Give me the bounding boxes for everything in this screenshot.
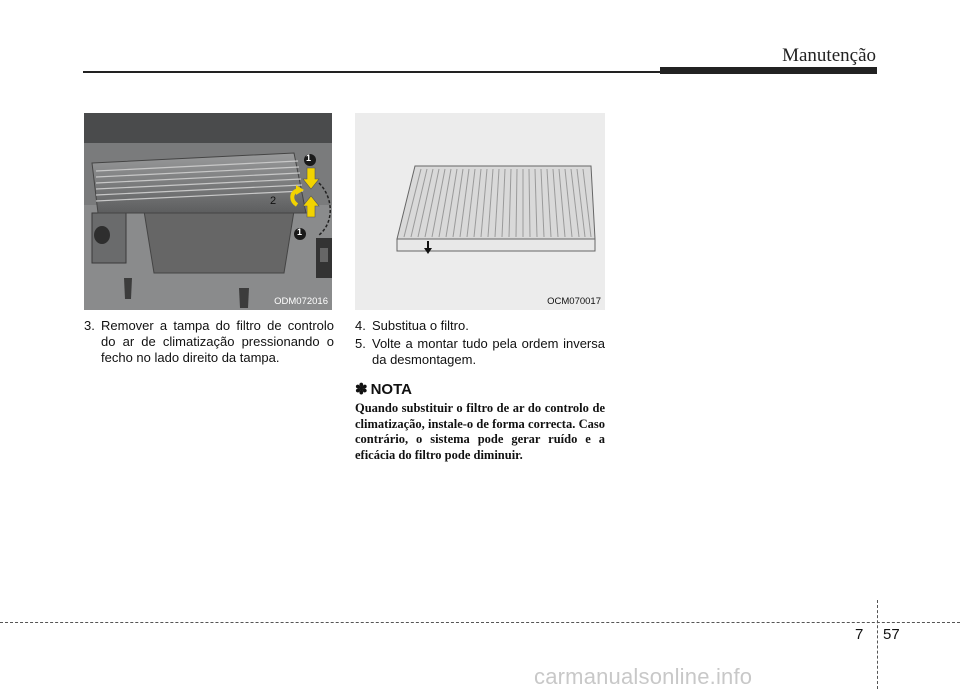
figure-code: ODM072016 (274, 296, 328, 307)
step-3 (84, 318, 334, 366)
footer-rule (0, 622, 960, 623)
step-text: Volte a montar tudo pela ordem inversa da desmontagem. (372, 336, 605, 367)
filter-cover-illustration (84, 113, 332, 310)
step-number: 4. (355, 318, 366, 333)
footer-divider (877, 600, 878, 689)
step-number: 3. (84, 318, 95, 333)
watermark: carmanualsonline.info (534, 664, 753, 689)
page-number: 57 (883, 626, 900, 643)
step-4 (355, 318, 605, 334)
callout-1-bottom: 1 (297, 227, 303, 237)
header-rule-thin (83, 71, 660, 73)
note-body: Quando substituir o filtro de ar do controlo de climatização, instale-o de forma correcta. Caso contrário, o sistema pode gerar ruído e a eficácia do filtro pode diminuir. (355, 401, 605, 462)
figure-code: OCM070017 (547, 296, 601, 307)
note-symbol-icon: ✽ (355, 381, 368, 398)
step-text: Remover a tampa do filtro de controlo do ar de climatização pressionando o fecho no lado direito da tampa. (101, 318, 334, 365)
header-rule-thick (660, 67, 877, 74)
callout-2: 2 (270, 195, 277, 207)
chapter-number: 7 (855, 626, 864, 643)
step-text: Substitua o filtro. (372, 318, 469, 333)
steps-4-5 (355, 318, 605, 370)
page-header-title: Manutenção (782, 45, 876, 66)
note-heading (355, 380, 412, 398)
callout-1-top: 1 (306, 153, 312, 163)
note-title: NOTA (370, 380, 412, 398)
step-5 (355, 336, 605, 368)
figure-air-filter (355, 113, 605, 310)
air-filter-illustration (355, 113, 605, 310)
figure-filter-cover (84, 113, 332, 310)
step-number: 5. (355, 336, 366, 351)
